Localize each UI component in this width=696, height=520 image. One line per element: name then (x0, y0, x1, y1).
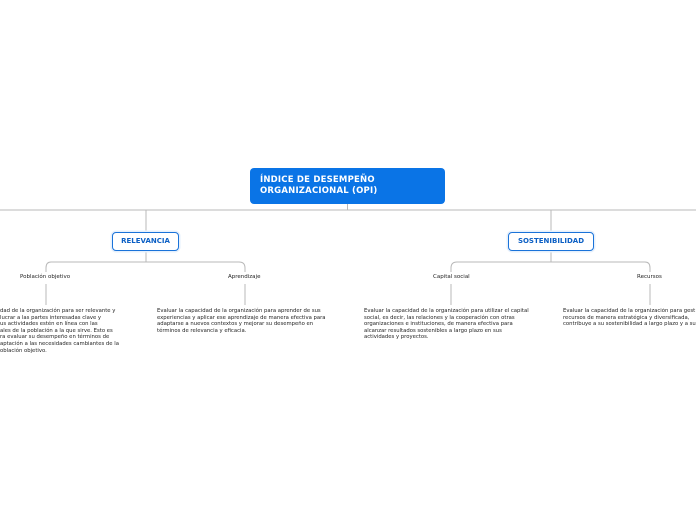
root-topic-title: ÍNDICE DE DESEMPEÑO ORGANIZACIONAL (OPI) (260, 175, 378, 196)
leaf-recursos[interactable]: Recursos (637, 274, 662, 280)
branch-sostenibilidad[interactable] (508, 232, 594, 251)
branch-relevancia[interactable] (112, 232, 179, 251)
branch-relevancia-label: RELEVANCIA (121, 237, 170, 245)
leaf-capital-social[interactable]: Capital social (433, 274, 470, 280)
connector-sostenibilidad-left (451, 262, 457, 268)
desc-recursos: Evaluar la capacidad de la organización para gest recursos de manera estratégica y diversificada, contribuye a su sostenibilidad a largo plazo y a su (563, 308, 696, 328)
desc-aprendizaje: Evaluar la capacidad de la organización para aprender de sus experiencias y aplicar ese aprendizaje de manera efectiva para adaptarse a nuevos contextos y mejorar su desempeño en términos de relevancia y eficacia. (157, 308, 326, 334)
desc-capital-social: Evaluar la capacidad de la organización para utilizar el capital social, es decir, las relaciones y la cooperación con otras organizaciones e instituciones, de manera efectiva para alcanzar resultados sostenibles a largo plazo en sus actividades y proyectos. (364, 308, 529, 341)
leaf-poblacion-objetivo[interactable]: Población objetivo (20, 274, 71, 280)
connector-sostenibilidad-right (645, 262, 650, 268)
leaf-aprendizaje[interactable]: Aprendizaje (228, 274, 261, 280)
connector-relevancia-right (239, 262, 245, 268)
connector-relevancia-left (46, 262, 51, 268)
desc-poblacion-objetivo: dad de la organización para ser relevante y lucrar a las partes interesadas clave y us actividades estén en línea con las ales de la población a la que sirve. Esto es ra evaluar su desempeño en términos de aptación a las necesidades cambiantes de la oblación objetivo. (0, 308, 119, 354)
root-topic[interactable] (250, 168, 445, 204)
branch-sostenibilidad-label: SOSTENIBILIDAD (517, 237, 585, 245)
